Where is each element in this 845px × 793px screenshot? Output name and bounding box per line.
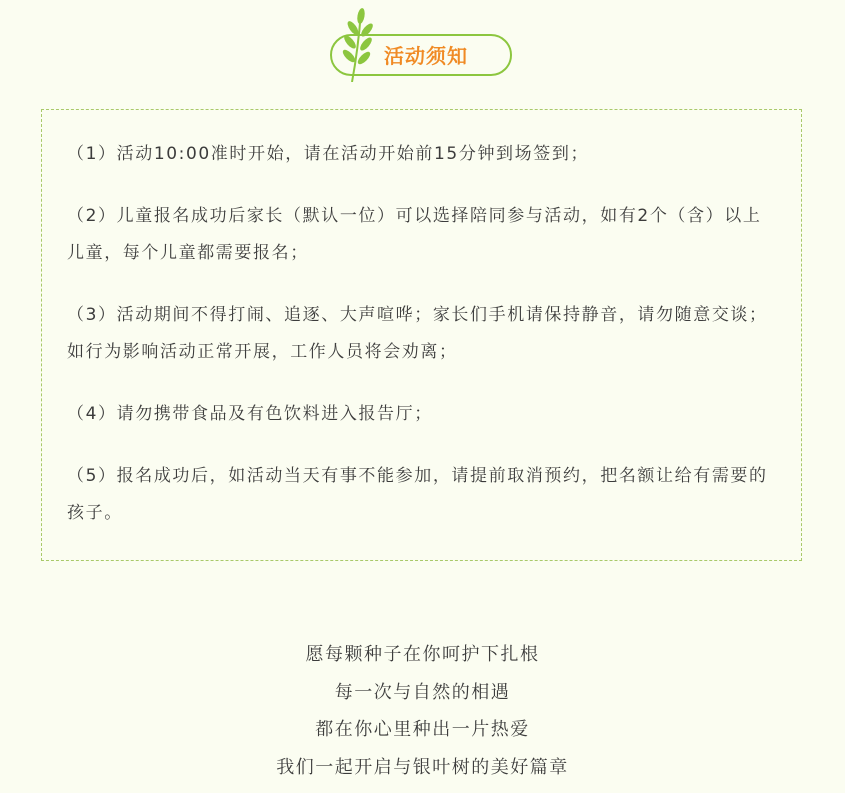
closing-poem	[0, 636, 845, 786]
notice-item-1: （1）活动10:00准时开始，请在活动开始前15分钟到场签到；	[67, 144, 590, 164]
notice-item-3: （3）活动期间不得打闹、追逐、大声喧哗；家长们手机请保持静音，请勿随意交谈；如行为影响活动正常开展，工作人员将会劝离；	[67, 305, 768, 362]
wheat-leaf-icon	[336, 6, 376, 82]
notice-list	[67, 136, 779, 557]
notice-item-5: （5）报名成功后，如活动当天有事不能参加，请提前取消预约，把名额让给有需要的孩子。	[67, 466, 768, 523]
poem-line-2: 每一次与自然的相遇	[334, 681, 511, 703]
section-title: 活动须知	[384, 44, 468, 68]
section-title-badge	[330, 6, 516, 82]
poem-line-1: 愿每颗种子在你呵护下扎根	[305, 644, 540, 665]
poem-line-3: 都在你心里种出一片热爱	[315, 719, 530, 740]
poem-line-4: 我们一起开启与银叶树的美好篇章	[276, 756, 569, 778]
notice-item-4: （4）请勿携带食品及有色饮料进入报告厅；	[67, 404, 433, 424]
notice-item-2: （2）儿童报名成功后家长（默认一位）可以选择陪同参与活动，如有2个（含）以上儿童，每个儿童都需要报名；	[67, 206, 762, 263]
